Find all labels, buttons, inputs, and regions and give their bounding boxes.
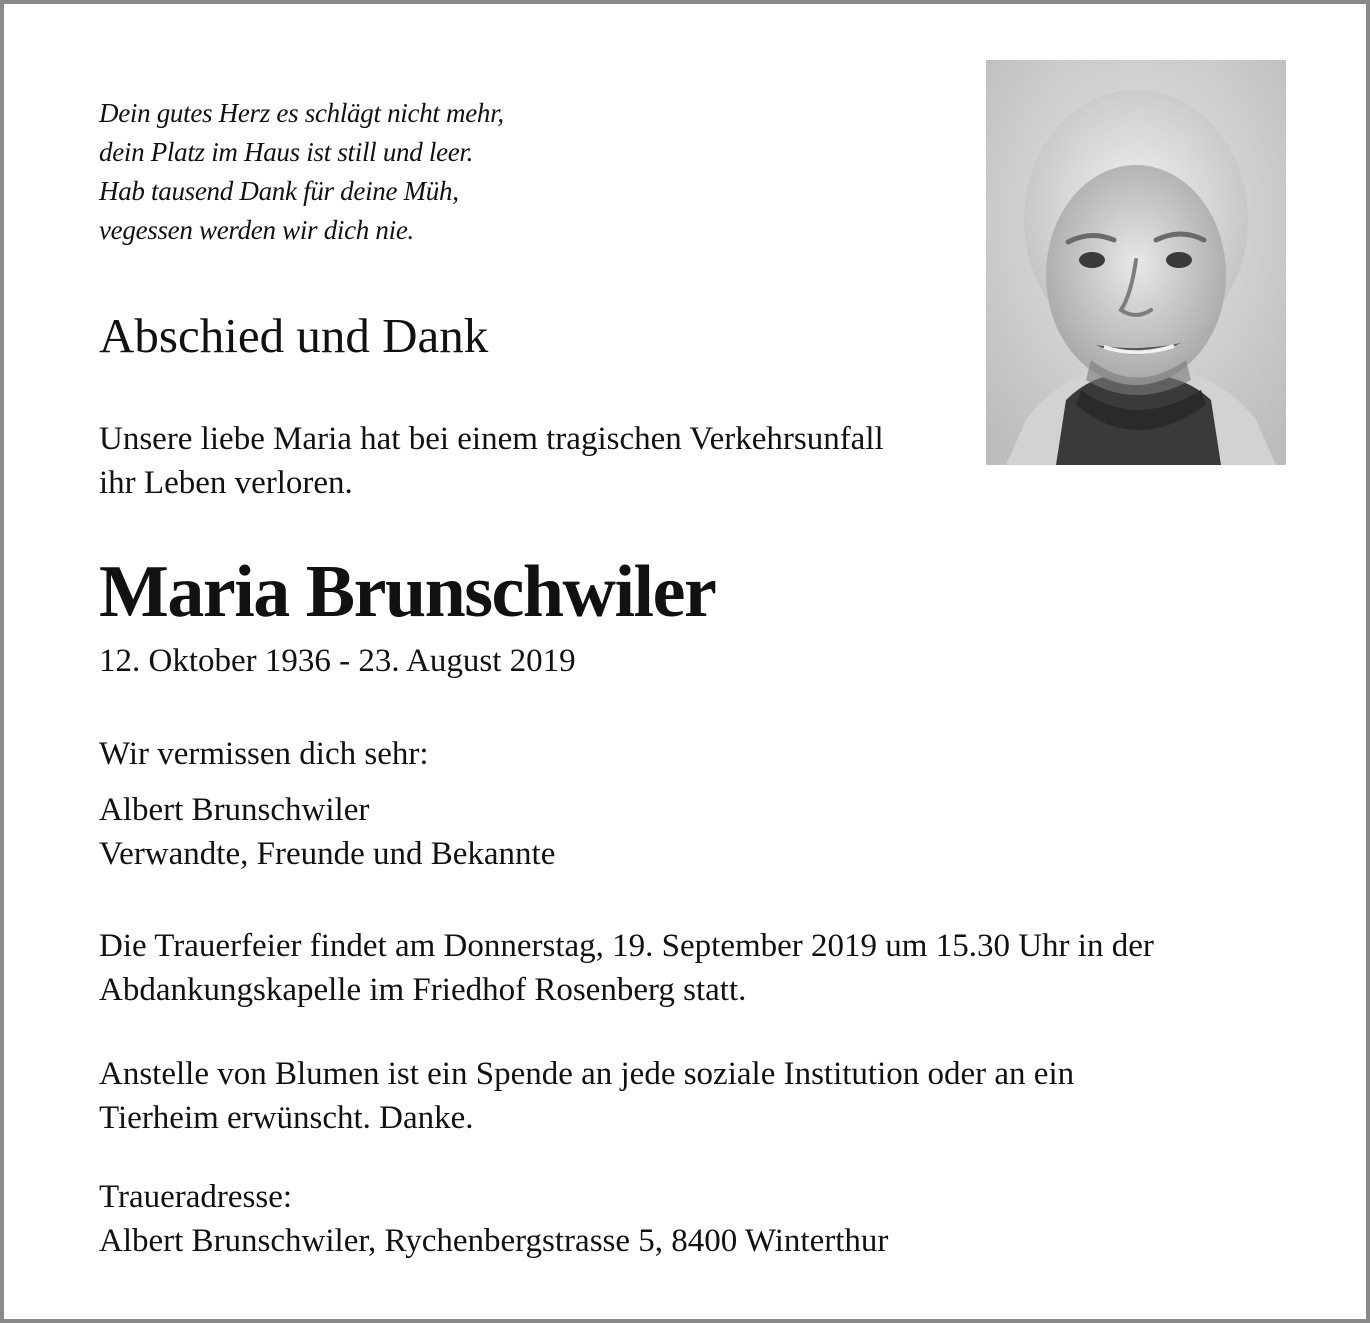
life-dates: 12. Oktober 1936 - 23. August 2019 [99,643,576,679]
portrait-icon [986,60,1286,465]
announcement-line: Unsere liebe Maria hat bei einem tragischen Verkehrsunfall [99,421,884,457]
poem [99,94,504,250]
announcement-line: ihr Leben verloren. [99,465,353,501]
service-info [99,924,1154,1012]
mourning-address [99,1175,888,1263]
poem-line: dein Platz im Haus ist still und leer. [99,137,474,167]
portrait-photo [986,60,1286,465]
deceased-name: Maria Brunschwiler [99,551,716,633]
poem-line: Dein gutes Herz es schlägt nicht mehr, [99,98,504,128]
address-value: Albert Brunschwiler, Rychenbergstrasse 5, 8400 Winterthur [99,1223,889,1259]
mourners-intro-text: Wir vermissen dich sehr: [99,736,429,772]
address-label: Traueradresse: [99,1179,293,1215]
service-line: Abdankungskapelle im Friedhof Rosenberg statt. [99,972,747,1008]
poem-line: vegessen werden wir dich nie. [99,215,414,245]
donation-line: Tierheim erwünscht. Danke. [99,1100,474,1136]
mourner-name: Verwandte, Freunde und Bekannte [99,836,556,872]
donation-line: Anstelle von Blumen ist ein Spende an jede soziale Institution oder an ein [99,1056,1075,1092]
service-line: Die Trauerfeier findet am Donnerstag, 19. September 2019 um 15.30 Uhr in der [99,928,1154,964]
mourners-list [99,788,555,876]
mourner-name: Albert Brunschwiler [99,792,370,828]
donation-info [99,1052,1074,1140]
heading: Abschied und Dank [99,308,489,363]
mourners-intro [99,732,429,776]
announcement [99,417,969,505]
poem-line: Hab tausend Dank für deine Müh, [99,176,459,206]
